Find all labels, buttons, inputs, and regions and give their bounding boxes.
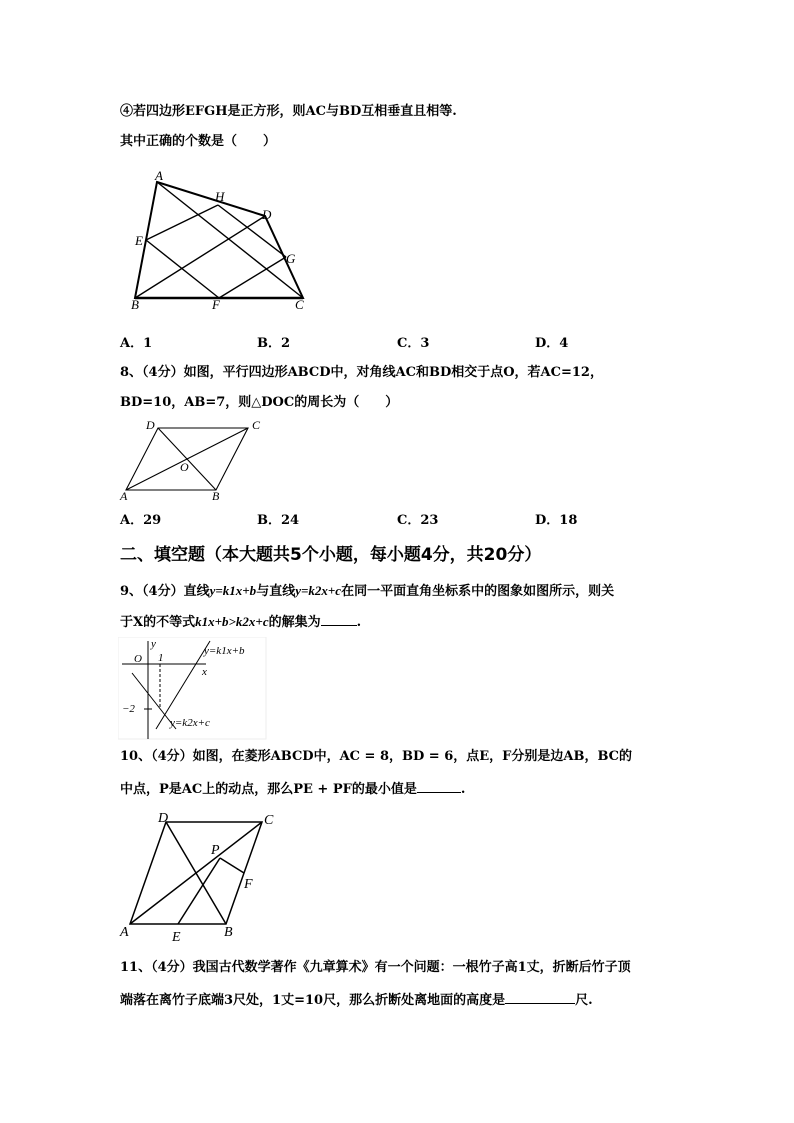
q9-answer-blank[interactable] (321, 612, 357, 626)
q8-label-d: D (146, 418, 155, 432)
q9-text-g: 的解集为 (268, 615, 321, 630)
q10-label-d: D (158, 811, 169, 826)
q10-text-a: 中点，P是AC上的动点，那么PE + PF的最小值是 (120, 782, 417, 797)
q9-inequality: k1x+b>k2x+c (195, 614, 269, 629)
q7-statement-4: ④若四边形EFGH是正方形，则AC与BD互相垂直且相等. (120, 104, 457, 119)
q9-line-1 (120, 582, 614, 601)
q8-option-b: B．24 (257, 513, 300, 528)
q7-label-a: A (155, 170, 163, 183)
q7-label-h: H (215, 189, 225, 204)
q7-option-d: D．4 (535, 336, 569, 351)
q8-figure (118, 416, 278, 504)
q7-prompt: 其中正确的个数是（ ） (120, 134, 277, 149)
q8-label-o: O (180, 460, 189, 474)
q10-period: . (460, 782, 466, 797)
q9-label-y: y (151, 638, 156, 650)
q10-line-1: 10、（4分）如图，在菱形ABCD中，AC = 8，BD = 6，点E，F分别是边AB，BC的 (120, 749, 633, 764)
q7-label-c: C (295, 297, 304, 310)
q8-label-c: C (252, 418, 261, 432)
q7-label-f: F (212, 297, 220, 310)
q11-text-a: 端落在离竹子底端3尺处，1丈=10尺，那么折断处离地面的高度是 (120, 993, 506, 1008)
q9-label-minus2: −2 (122, 703, 135, 715)
q9-text-a: 9、（4分）直线 (120, 584, 210, 599)
q9-expr-1: y=k1x+b (209, 583, 257, 598)
q9-label-x: x (202, 666, 207, 678)
q8-option-c: C．23 (397, 513, 439, 528)
q7-option-c: C．3 (397, 336, 430, 351)
section-2-title: 二、填空题（本大题共5个小题，每小题4分，共20分） (120, 545, 542, 565)
q10-label-b: B (224, 925, 233, 940)
q10-line-2 (120, 779, 465, 799)
q10-answer-blank[interactable] (417, 779, 461, 793)
q8-option-a: A．29 (120, 513, 162, 528)
q9-label-line1: y=k1x+b (204, 645, 245, 657)
q9-label-one: 1 (158, 652, 164, 664)
q10-label-e: E (172, 930, 181, 943)
q10-figure (118, 808, 283, 943)
q9-label-origin: O (134, 653, 142, 665)
q8-line-1: 8、（4分）如图，平行四边形ABCD中，对角线AC和BD相交于点O，若AC=12， (120, 365, 603, 380)
q7-option-b: B．2 (257, 336, 291, 351)
q8-label-a: A (120, 489, 128, 503)
q7-label-d: D (262, 207, 272, 222)
q9-period: . (356, 615, 362, 630)
q10-label-a: A (120, 925, 129, 940)
q8-option-d: D．18 (535, 513, 578, 528)
q10-label-c: C (264, 813, 274, 828)
q10-label-f: F (244, 877, 253, 892)
q7-label-b: B (131, 297, 139, 310)
q11-line-2 (120, 990, 593, 1010)
q7-figure (125, 170, 315, 310)
q9-text-f: 于X的不等式 (120, 615, 196, 630)
q9-text-e: 在同一平面直角坐标系中的图象如图所示，则关 (341, 584, 615, 599)
q9-label-line2: y=k2x+c (170, 717, 210, 729)
q9-text-c: 与直线 (256, 584, 296, 599)
q8-line-2: BD=10，AB=7，则△DOC的周长为（ ） (120, 395, 399, 410)
q7-label-g: G (286, 251, 296, 266)
q9-expr-2: y=k2x+c (295, 583, 342, 598)
q10-label-p: P (211, 843, 220, 858)
q7-label-e: E (135, 233, 143, 248)
q9-figure (118, 637, 268, 741)
q11-answer-blank[interactable] (505, 990, 575, 1004)
q8-label-b: B (212, 489, 220, 503)
q7-option-a: A．1 (120, 336, 153, 351)
q9-line-2 (120, 612, 361, 632)
q11-text-b: 尺. (575, 993, 593, 1008)
q11-line-1: 11、（4分）我国古代数学著作《九章算术》有一个问题：一根竹子高1丈，折断后竹子顶 (120, 960, 631, 975)
